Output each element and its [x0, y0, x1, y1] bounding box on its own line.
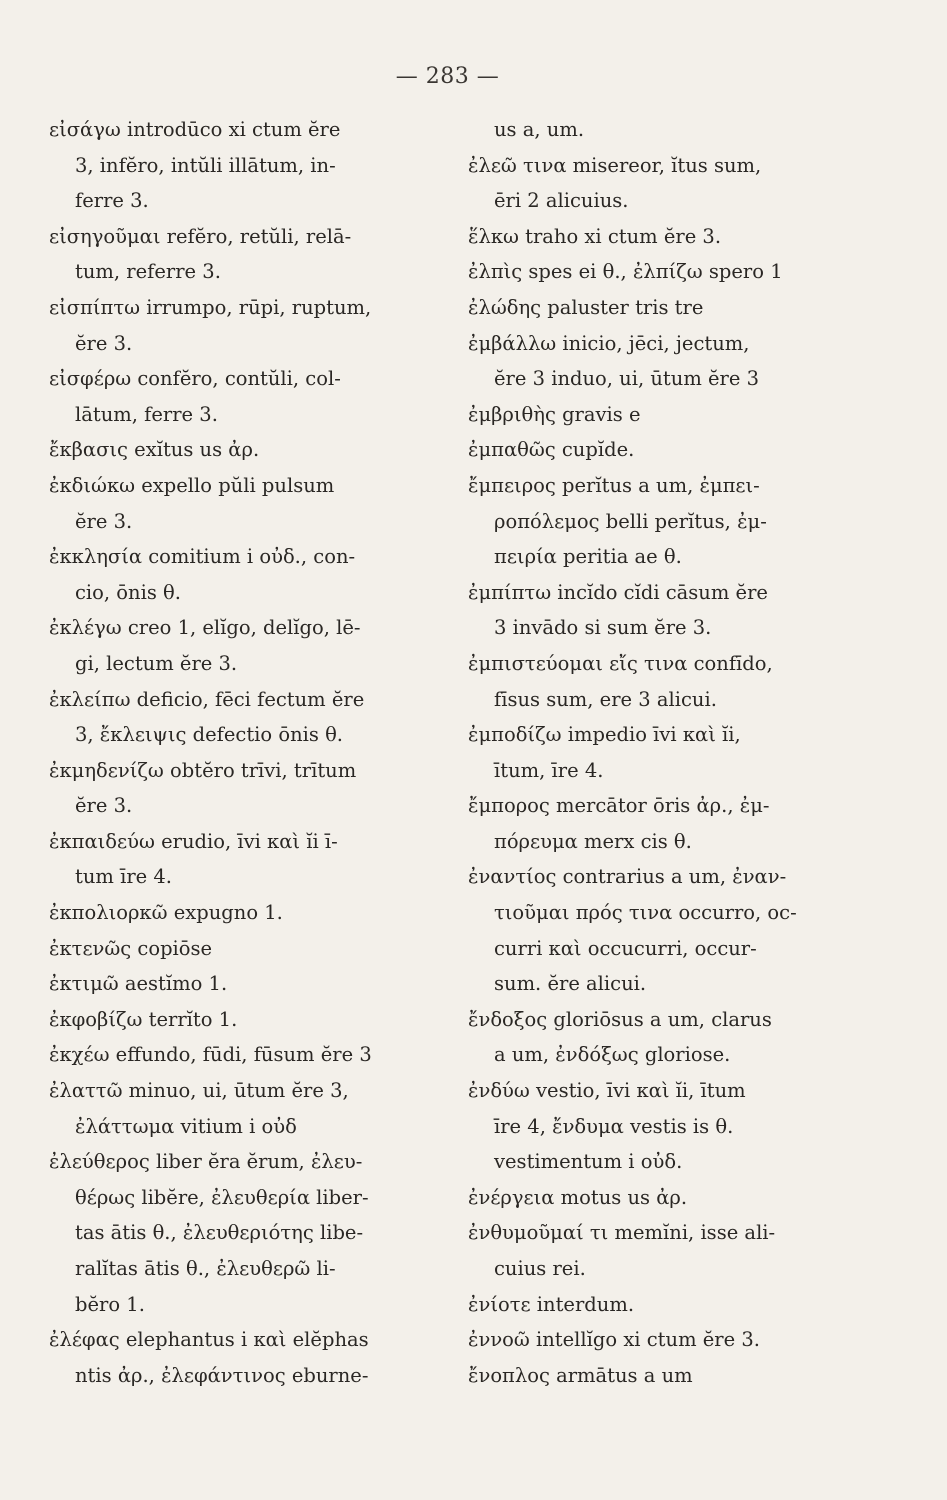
dictionary-line: cio, ōnis θ. — [75, 580, 181, 604]
right-column — [468, 112, 868, 1393]
dictionary-line: tum, referre 3. — [75, 260, 221, 284]
left-column — [49, 112, 447, 1393]
dictionary-line: ntis ἀρ., ἐλεφάντινος eburne- — [75, 1363, 369, 1387]
dictionary-line: ĕre 3. — [75, 794, 133, 818]
dictionary-line: fīsus sum, ere 3 alicui. — [494, 687, 717, 711]
dictionary-line: ītum, īre 4. — [494, 758, 604, 782]
dictionary-line: 3 invādo si sum ĕre 3. — [494, 616, 712, 640]
dictionary-line: πειρία peritia ae θ. — [494, 545, 682, 569]
dictionary-line: ροπόλεμος belli perĭtus, ἐμ- — [494, 509, 767, 533]
dictionary-line: ἐνέργεια motus us ἀρ. — [468, 1185, 688, 1209]
dictionary-line: ferre 3. — [75, 189, 149, 213]
dictionary-line: ἐλπὶς spes ei θ., ἐλπίζω spero 1 — [468, 260, 783, 284]
dictionary-line: ἕλκω traho xi ctum ĕre 3. — [468, 224, 722, 248]
dictionary-line: īre 4, ἔνδυμα vestis is θ. — [494, 1114, 734, 1138]
dictionary-line: ĕre 3. — [75, 331, 133, 355]
dictionary-line: ralĭtas ātis θ., ἐλευθερῶ li- — [75, 1257, 336, 1280]
dictionary-line: εἰσφέρω confĕro, contŭli, col- — [49, 367, 341, 391]
dictionary-line: ἔνδοξος gloriōsus a um, clarus — [468, 1007, 772, 1031]
dictionary-line: ἐκχέω effundo, fūdi, fūsum ĕre 3 — [49, 1043, 372, 1067]
dictionary-line: ἐκκλησία comitium i οὐδ., con- — [49, 545, 356, 569]
dictionary-line: a um, ἐνδόξως gloriose. — [494, 1043, 731, 1067]
dictionary-line: τιοῦμαι πρός τινα occurro, oc- — [494, 901, 797, 925]
dictionary-line: gi, lectum ĕre 3. — [75, 651, 238, 675]
dictionary-line: vestimentum i οὐδ. — [494, 1150, 683, 1174]
dictionary-line: ĕre 3. — [75, 509, 133, 533]
dictionary-line: ἐννοῶ intellĭgo xi ctum ĕre 3. — [468, 1328, 760, 1352]
dictionary-line: ἐκλείπω deficio, fēci fectum ĕre — [49, 687, 365, 711]
dictionary-line: ἐκπολιορκῶ expugno 1. — [49, 901, 283, 925]
dictionary-line: ἔμπειρος perĭtus a um, ἐμπει- — [468, 473, 760, 497]
dictionary-line: lātum, ferre 3. — [75, 402, 218, 426]
dictionary-line: ἔμπορος mercātor ōris ἀρ., ἐμ- — [468, 794, 770, 818]
dictionary-line: ἔνοπλος armātus a um — [468, 1363, 693, 1387]
dictionary-line: ĕre 3 induo, ui, ūtum ĕre 3 — [494, 367, 760, 391]
dictionary-line: ἐνδύω vestio, īvi καὶ ĭi, ītum — [468, 1079, 746, 1103]
dictionary-line: bĕro 1. — [75, 1292, 145, 1316]
dictionary-line: 3, ἔκλειψις defectio ōnis θ. — [75, 723, 344, 747]
dictionary-line: εἰσηγοῦμαι refĕro, retŭli, relā- — [49, 224, 352, 248]
dictionary-line: εἰσάγω introdūco xi ctum ĕre — [49, 118, 341, 141]
dictionary-line: us a, um. — [494, 118, 585, 141]
dictionary-line: ἐμβριθὴς gravis e — [468, 402, 641, 426]
dictionary-line: cuius rei. — [494, 1257, 586, 1280]
dictionary-line: ἐλεῶ τινα misereor, ĭtus sum, — [468, 153, 762, 177]
dictionary-line: ἐκλέγω creo 1, elĭgo, delĭgo, lē- — [49, 616, 361, 640]
dictionary-line: ἐλαττῶ minuo, ui, ūtum ĕre 3, — [49, 1079, 349, 1103]
page-number: — 283 — — [395, 64, 500, 89]
dictionary-line: ἐμποδίζω impedio īvi καὶ ĭi, — [468, 723, 741, 747]
dictionary-line: εἰσπίπτω irrumpo, rūpi, ruptum, — [49, 295, 372, 319]
dictionary-line: ἐναντίος contrarius a um, ἐναν- — [468, 865, 787, 889]
dictionary-line: ἐκτιμῶ aestĭmo 1. — [49, 972, 228, 996]
dictionary-line: ἐλεύθερος liber ĕra ĕrum, ἐλευ- — [49, 1150, 363, 1174]
dictionary-line: ἐκτενῶς copiōse — [49, 936, 213, 960]
dictionary-line: ἐκμηδενίζω obtĕro trīvi, trītum — [49, 758, 357, 782]
dictionary-line: ἐμπαθῶς cupĭde. — [468, 438, 635, 462]
dictionary-line: ἐμβάλλω inicio, jēci, jectum, — [468, 331, 750, 355]
dictionary-line: ἔκβασις exĭtus us ἀρ. — [49, 438, 260, 462]
dictionary-line: ἐκπαιδεύω erudio, īvi καὶ ĭi ī- — [49, 829, 338, 853]
dictionary-line: ἐλάττωμα vitium i οὐδ — [75, 1114, 297, 1138]
dictionary-line: ēri 2 alicuius. — [494, 189, 629, 213]
dictionary-line: ἐνίοτε interdum. — [468, 1292, 635, 1316]
dictionary-line: ἐμπιστεύομαι εἴς τινα confīdo, — [468, 651, 773, 675]
dictionary-line: ἐμπίπτω incĭdo cĭdi cāsum ĕre — [468, 580, 768, 604]
dictionary-line: ἐνθυμοῦμαί τι memĭni, isse ali- — [468, 1221, 776, 1245]
dictionary-line: ἐκδιώκω expello pŭli pulsum — [49, 473, 335, 497]
dictionary-line: ἐκφοβίζω terrĭto 1. — [49, 1007, 238, 1031]
dictionary-line: 3, infĕro, intŭli illātum, in- — [75, 153, 336, 177]
dictionary-line: sum. ĕre alicui. — [494, 972, 647, 996]
dictionary-line: ἐλώδης paluster tris tre — [468, 295, 704, 319]
dictionary-line: θέρως libĕre, ἐλευθερία liber- — [75, 1185, 369, 1209]
dictionary-line: tas ātis θ., ἐλευθεριότης libe- — [75, 1221, 364, 1245]
dictionary-line: ἐλέφας elephantus i καὶ elĕphas — [49, 1328, 369, 1352]
dictionary-line: curri καὶ occucurri, occur- — [494, 936, 757, 960]
dictionary-line: πόρευμα merx cis θ. — [494, 829, 692, 853]
dictionary-line: tum īre 4. — [75, 865, 172, 889]
